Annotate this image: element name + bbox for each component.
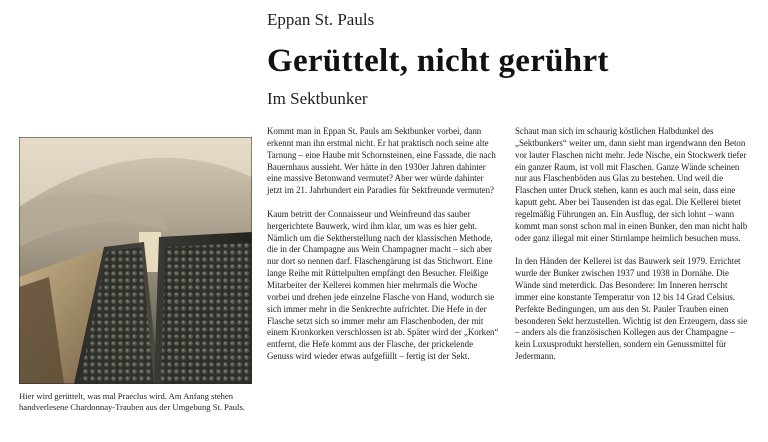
photo-caption: Hier wird gerüttelt, was mal Praeclus wird. Am Anfang stehen handverlesene Chardonnay-Trauben aus der Umgebung St. Pauls. [19, 391, 245, 412]
paragraph: Kaum betritt der Connaisseur und Weinfreund das sauber hergerichtete Bauwerk, wird ihm klar, um was es hier geht. Nämlich um die Sektherstellung nach der klassischen Methode, die in der Champagne aus Wein Champagner macht – sich aber nur dort so nennen darf. Flaschengärung ist das Stichwort. Eine lange Reihe mit Rüttelpulten empfängt den Besucher. Fleißige Mitarbeiter der Kellerei kommen hier mehrmals die Woche vorbei und drehen jede einzelne Flasche von Hand, wodurch sie sich immer mehr in die Senkrechte aufrichtet. Die Hefe in der Flasche setzt sich so immer mehr am Flaschenboden, der mit einem Kronkorken verschlossen ist ab. Später wird der „Korken“ entfernt, die Hefe kommt aus der Flasche, der prickelende Genuss wird wieder etwas aufgefüllt – fertig ist der Sekt. [267, 208, 499, 362]
column-2 [515, 126, 749, 375]
subheadline: Im Sektbunker [267, 89, 368, 108]
paragraph: Schaut man sich im schaurig köstlichen Halbdunkel des „Sektbunkers“ weiter um, dann sieht man irgendwann den Beton vor lauter Flaschen nicht mehr. Jede Nische, ein Stockwerk tiefer ein ganzer Raum, ist voll mit Flaschen. Ganze Wände scheinen nur aus Flaschenböden aus Glas zu bestehen. Und weil die Flaschen unter Druck stehen, kann es auch mal sein, dass eine kaputt geht. Aber bei Tausenden ist das egal. Die Kellerei bietet regelmäßig Führungen an. Ein Ausflug, der sich lohnt – wann kommt man sonst schon mal in einen Bunker, den man nicht halb oder ganz illegal mit einer Stirnlampe heimlich besuchen muss. [515, 126, 748, 243]
paragraph: In den Händen der Kellerei ist das Bauwerk seit 1979. Errichtet wurde der Bunker zwischen 1937 und 1938 in Dornähe. Die Wände sind meterdick. Das Besondere: Im Inneren herrscht immer eine konstante Temperatur von 12 bis 14 Grad Celsius. Perfekte Bedingungen, um aus den St. Pauler Trauben einen besonderen Sekt herzustellen. Wichtig ist den Erzeugern, dass sie – anders als die französischen Kollegen aus der Champagne – kein Luxusprodukt herstellen, sondern ein Genussmittel für Jedermann. [515, 256, 748, 362]
kicker: Eppan St. Pauls [267, 10, 375, 29]
column-1 [267, 126, 501, 375]
paragraph: Kommt man in Eppan St. Pauls am Sektbunker vorbei, dann erkennt man ihn erstmal nicht. Er hat praktisch noch seine alte Tarnung – eine Haube mit Schornsteinen, eine Fassade, die nach Bauernhaus aussieht. Wer hätte in den 1930er Jahren dahinter eine massive Betonwand vermutet? Aber wer würde dahinter jetzt im 21. Jahrhundert ein Paradies für Sektfreunde vermuten? [267, 126, 496, 196]
headline: Gerüttelt, nicht gerührt [267, 43, 609, 79]
bunker-photo [19, 137, 252, 384]
